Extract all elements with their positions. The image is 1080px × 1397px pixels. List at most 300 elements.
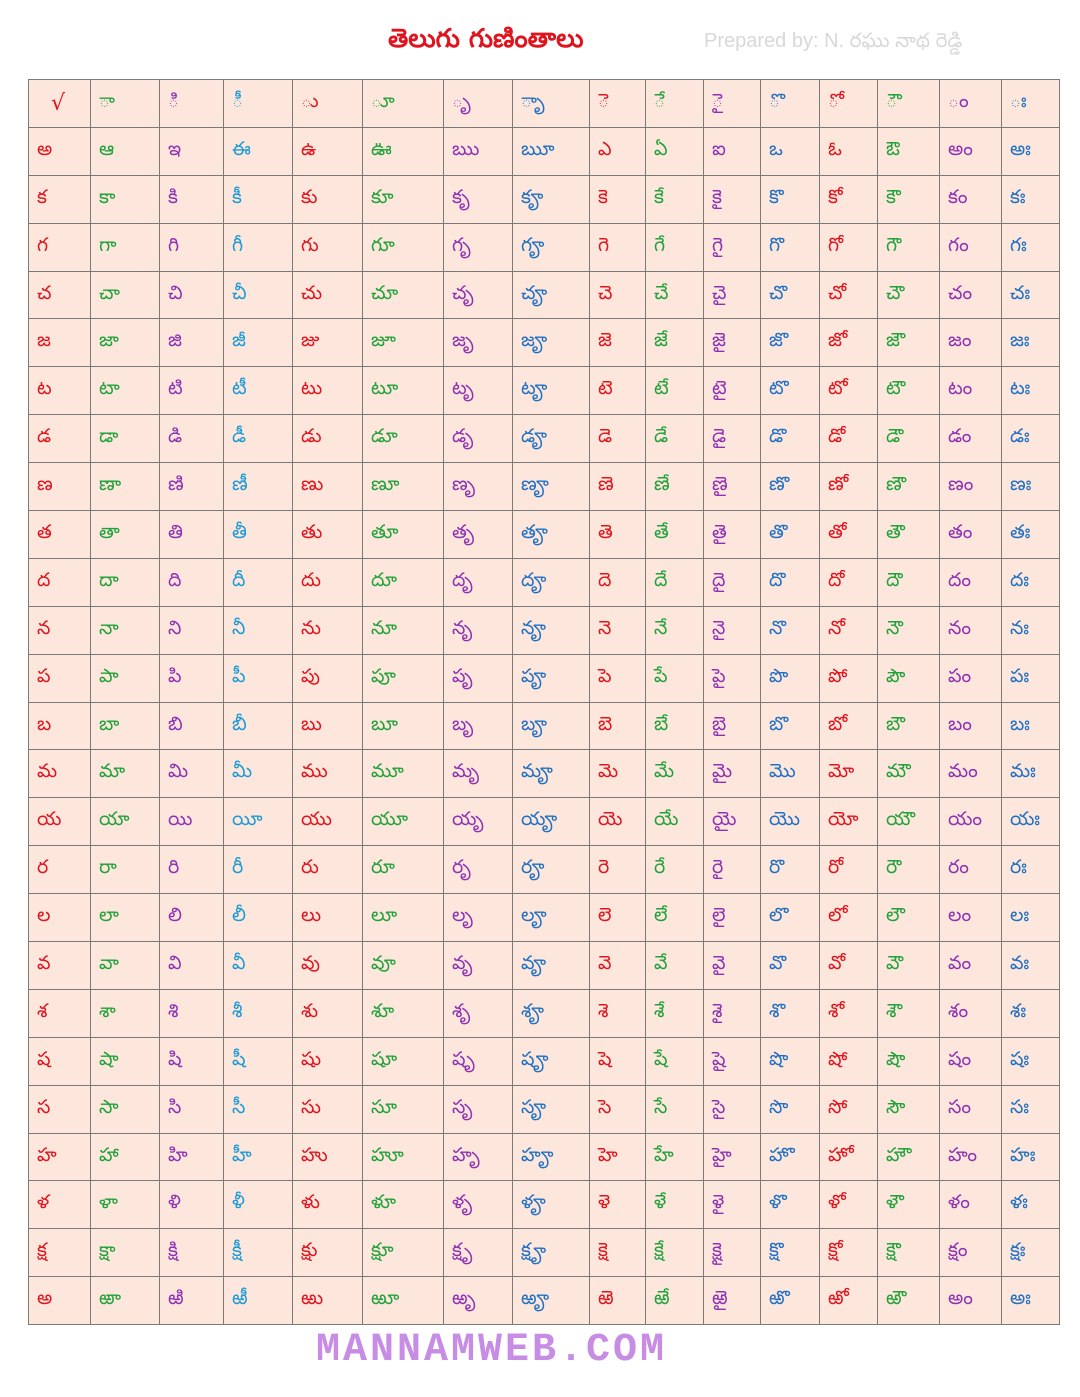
syllable-cell: నీ xyxy=(224,606,293,654)
syllable-cell: పః xyxy=(1002,654,1060,702)
syllable-cell: లం xyxy=(940,894,1002,942)
vowel-sign-cell: ూ xyxy=(363,80,444,128)
syllable-cell: పీ xyxy=(224,654,293,702)
syllable-cell: శై xyxy=(704,989,761,1037)
syllable-cell: గో xyxy=(820,223,878,271)
syllable-cell: జొ xyxy=(761,319,820,367)
syllable-cell: వై xyxy=(704,942,761,990)
syllable-cell: ళం xyxy=(940,1181,1002,1229)
syllable-cell: శే xyxy=(646,989,704,1037)
syllable-cell: దే xyxy=(646,558,704,606)
vowel-sign-cell: ౌ xyxy=(878,80,940,128)
syllable-cell: మం xyxy=(940,750,1002,798)
syllable-cell: డె xyxy=(590,415,646,463)
syllable-cell: తూ xyxy=(363,511,444,559)
syllable-cell: తః xyxy=(1002,511,1060,559)
table-row xyxy=(29,654,1060,702)
syllable-cell: ఉ xyxy=(293,127,363,175)
syllable-cell: కే xyxy=(646,175,704,223)
syllable-cell: నె xyxy=(590,606,646,654)
table-row xyxy=(29,1085,1060,1133)
syllable-cell: జి xyxy=(160,319,224,367)
syllable-cell: శ xyxy=(29,989,91,1037)
table-row xyxy=(29,415,1060,463)
syllable-cell: ళీ xyxy=(224,1181,293,1229)
syllable-cell: క్షా xyxy=(91,1229,160,1277)
syllable-cell: షూ xyxy=(363,1037,444,1085)
syllable-cell: ఱూ xyxy=(363,1277,444,1325)
syllable-cell: షౄ xyxy=(513,1037,590,1085)
syllable-cell: ణో xyxy=(820,463,878,511)
syllable-cell: డా xyxy=(91,415,160,463)
table-row xyxy=(29,175,1060,223)
table-row xyxy=(29,894,1060,942)
syllable-cell: క్షో xyxy=(820,1229,878,1277)
syllable-cell: ఱె xyxy=(590,1277,646,1325)
syllable-cell: టూ xyxy=(363,367,444,415)
syllable-cell: పై xyxy=(704,654,761,702)
syllable-cell: యౌ xyxy=(878,798,940,846)
syllable-cell: ణి xyxy=(160,463,224,511)
syllable-cell: పే xyxy=(646,654,704,702)
syllable-cell: హం xyxy=(940,1133,1002,1181)
syllable-cell: ణై xyxy=(704,463,761,511)
syllable-cell: ష xyxy=(29,1037,91,1085)
table-row xyxy=(29,702,1060,750)
syllable-cell: గే xyxy=(646,223,704,271)
syllable-cell: నో xyxy=(820,606,878,654)
table-row xyxy=(29,1037,1060,1085)
syllable-cell: షః xyxy=(1002,1037,1060,1085)
syllable-cell: డూ xyxy=(363,415,444,463)
syllable-cell: డౄ xyxy=(513,415,590,463)
syllable-cell: శె xyxy=(590,989,646,1037)
syllable-cell: దః xyxy=(1002,558,1060,606)
syllable-cell: బృ xyxy=(444,702,513,750)
syllable-cell: కై xyxy=(704,175,761,223)
syllable-cell: మా xyxy=(91,750,160,798)
syllable-cell: యి xyxy=(160,798,224,846)
syllable-cell: చి xyxy=(160,271,224,319)
syllable-cell: ళా xyxy=(91,1181,160,1229)
syllable-cell: మూ xyxy=(363,750,444,798)
vowel-sign-header-row xyxy=(29,80,1060,128)
vowel-sign-cell: ం xyxy=(940,80,1002,128)
syllable-cell: జృ xyxy=(444,319,513,367)
syllable-cell: యౄ xyxy=(513,798,590,846)
syllable-cell: మే xyxy=(646,750,704,798)
syllable-cell: ణృ xyxy=(444,463,513,511)
syllable-cell: ళూ xyxy=(363,1181,444,1229)
syllable-cell: శి xyxy=(160,989,224,1037)
syllable-cell: రొ xyxy=(761,846,820,894)
syllable-cell: వ xyxy=(29,942,91,990)
syllable-cell: మ xyxy=(29,750,91,798)
syllable-cell: అం xyxy=(940,127,1002,175)
syllable-cell: ఱో xyxy=(820,1277,878,1325)
syllable-cell: గు xyxy=(293,223,363,271)
syllable-cell: సౄ xyxy=(513,1085,590,1133)
syllable-cell: షౌ xyxy=(878,1037,940,1085)
syllable-cell: శౄ xyxy=(513,989,590,1037)
syllable-cell: క్షూ xyxy=(363,1229,444,1277)
syllable-cell: ఔ xyxy=(878,127,940,175)
syllable-cell: దై xyxy=(704,558,761,606)
syllable-cell: యూ xyxy=(363,798,444,846)
syllable-cell: వం xyxy=(940,942,1002,990)
syllable-cell: దొ xyxy=(761,558,820,606)
syllable-cell: లై xyxy=(704,894,761,942)
table-row xyxy=(29,127,1060,175)
table-row xyxy=(29,1277,1060,1325)
vowel-sign-cell: ీ xyxy=(224,80,293,128)
syllable-cell: టి xyxy=(160,367,224,415)
syllable-cell: ణొ xyxy=(761,463,820,511)
syllable-cell: క్షే xyxy=(646,1229,704,1277)
syllable-cell: బె xyxy=(590,702,646,750)
syllable-cell: తె xyxy=(590,511,646,559)
vowel-sign-cell: ృ xyxy=(444,80,513,128)
syllable-cell: డ xyxy=(29,415,91,463)
syllable-cell: రృ xyxy=(444,846,513,894)
syllable-cell: ర xyxy=(29,846,91,894)
syllable-cell: హె xyxy=(590,1133,646,1181)
syllable-cell: జై xyxy=(704,319,761,367)
syllable-cell: శో xyxy=(820,989,878,1037)
syllable-cell: ళొ xyxy=(761,1181,820,1229)
syllable-cell: టం xyxy=(940,367,1002,415)
syllable-cell: బే xyxy=(646,702,704,750)
syllable-cell: దు xyxy=(293,558,363,606)
syllable-cell: పొ xyxy=(761,654,820,702)
syllable-cell: మృ xyxy=(444,750,513,798)
syllable-cell: దా xyxy=(91,558,160,606)
syllable-cell: షే xyxy=(646,1037,704,1085)
syllable-cell: లో xyxy=(820,894,878,942)
syllable-cell: ళె xyxy=(590,1181,646,1229)
syllable-cell: రో xyxy=(820,846,878,894)
syllable-cell: తౌ xyxy=(878,511,940,559)
syllable-cell: చీ xyxy=(224,271,293,319)
syllable-cell: ణ xyxy=(29,463,91,511)
syllable-cell: కూ xyxy=(363,175,444,223)
syllable-cell: రౌ xyxy=(878,846,940,894)
syllable-cell: టె xyxy=(590,367,646,415)
syllable-cell: లూ xyxy=(363,894,444,942)
syllable-cell: టొ xyxy=(761,367,820,415)
syllable-cell: చూ xyxy=(363,271,444,319)
syllable-cell: ణీ xyxy=(224,463,293,511)
syllable-cell: లే xyxy=(646,894,704,942)
syllable-cell: క్షౄ xyxy=(513,1229,590,1277)
syllable-cell: గి xyxy=(160,223,224,271)
syllable-cell: వొ xyxy=(761,942,820,990)
table-row xyxy=(29,989,1060,1037)
syllable-cell: గీ xyxy=(224,223,293,271)
syllable-cell: జౌ xyxy=(878,319,940,367)
syllable-cell: ణె xyxy=(590,463,646,511)
syllable-cell: ద xyxy=(29,558,91,606)
syllable-cell: కౄ xyxy=(513,175,590,223)
syllable-cell: హౄ xyxy=(513,1133,590,1181)
syllable-cell: షీ xyxy=(224,1037,293,1085)
syllable-cell: ఆ xyxy=(91,127,160,175)
site-watermark: MANNAMWEB.COM xyxy=(316,1328,668,1373)
syllable-cell: తే xyxy=(646,511,704,559)
syllable-cell: శం xyxy=(940,989,1002,1037)
syllable-cell: సౌ xyxy=(878,1085,940,1133)
syllable-cell: డి xyxy=(160,415,224,463)
syllable-cell: నూ xyxy=(363,606,444,654)
table-row xyxy=(29,846,1060,894)
syllable-cell: కి xyxy=(160,175,224,223)
syllable-cell: హై xyxy=(704,1133,761,1181)
syllable-cell: ఱౄ xyxy=(513,1277,590,1325)
syllable-cell: ను xyxy=(293,606,363,654)
syllable-cell: రై xyxy=(704,846,761,894)
syllable-cell: డు xyxy=(293,415,363,463)
syllable-cell: అః xyxy=(1002,127,1060,175)
syllable-cell: నౌ xyxy=(878,606,940,654)
syllable-cell: లొ xyxy=(761,894,820,942)
syllable-cell: డం xyxy=(940,415,1002,463)
syllable-cell: ౠ xyxy=(513,127,590,175)
syllable-cell: రూ xyxy=(363,846,444,894)
syllable-cell: పె xyxy=(590,654,646,702)
table-row xyxy=(29,798,1060,846)
syllable-cell: ఱీ xyxy=(224,1277,293,1325)
syllable-cell: నై xyxy=(704,606,761,654)
syllable-cell: రె xyxy=(590,846,646,894)
syllable-cell: జం xyxy=(940,319,1002,367)
syllable-cell: స xyxy=(29,1085,91,1133)
syllable-cell: ఎ xyxy=(590,127,646,175)
syllable-cell: జె xyxy=(590,319,646,367)
syllable-cell: లః xyxy=(1002,894,1060,942)
syllable-cell: గా xyxy=(91,223,160,271)
syllable-cell: ళే xyxy=(646,1181,704,1229)
syllable-cell: క్షి xyxy=(160,1229,224,1277)
syllable-cell: క్షం xyxy=(940,1229,1002,1277)
syllable-cell: వా xyxy=(91,942,160,990)
syllable-cell: బః xyxy=(1002,702,1060,750)
syllable-cell: మః xyxy=(1002,750,1060,798)
syllable-cell: ణే xyxy=(646,463,704,511)
syllable-cell: జా xyxy=(91,319,160,367)
syllable-cell: గృ xyxy=(444,223,513,271)
syllable-cell: బం xyxy=(940,702,1002,750)
syllable-cell: క్షె xyxy=(590,1229,646,1277)
syllable-cell: రా xyxy=(91,846,160,894)
table-row xyxy=(29,750,1060,798)
table-row xyxy=(29,558,1060,606)
syllable-cell: లు xyxy=(293,894,363,942)
syllable-cell: వృ xyxy=(444,942,513,990)
syllable-cell: దౌ xyxy=(878,558,940,606)
syllable-cell: శా xyxy=(91,989,160,1037)
syllable-cell: ఒ xyxy=(761,127,820,175)
syllable-cell: బై xyxy=(704,702,761,750)
syllable-cell: యా xyxy=(91,798,160,846)
author-credit: Prepared by: N. రఘు నాథ రెడ్డి xyxy=(704,30,963,52)
syllable-cell: ణౌ xyxy=(878,463,940,511)
syllable-cell: జః xyxy=(1002,319,1060,367)
syllable-cell: ఱొ xyxy=(761,1277,820,1325)
vowel-sign-cell: ై xyxy=(704,80,761,128)
syllable-cell: నా xyxy=(91,606,160,654)
syllable-cell: చై xyxy=(704,271,761,319)
syllable-cell: ఱృ xyxy=(444,1277,513,1325)
syllable-cell: శృ xyxy=(444,989,513,1037)
syllable-cell: హ xyxy=(29,1133,91,1181)
syllable-cell: యె xyxy=(590,798,646,846)
syllable-cell: హః xyxy=(1002,1133,1060,1181)
table-row xyxy=(29,463,1060,511)
table-row xyxy=(29,367,1060,415)
syllable-cell: దో xyxy=(820,558,878,606)
syllable-cell: డే xyxy=(646,415,704,463)
syllable-cell: వీ xyxy=(224,942,293,990)
syllable-cell: తీ xyxy=(224,511,293,559)
syllable-cell: రు xyxy=(293,846,363,894)
syllable-cell: చః xyxy=(1002,271,1060,319)
syllable-cell: రః xyxy=(1002,846,1060,894)
syllable-cell: గొ xyxy=(761,223,820,271)
syllable-cell: ణు xyxy=(293,463,363,511)
syllable-cell: చౄ xyxy=(513,271,590,319)
syllable-cell: దృ xyxy=(444,558,513,606)
syllable-cell: ళౌ xyxy=(878,1181,940,1229)
syllable-cell: లె xyxy=(590,894,646,942)
syllable-cell: పూ xyxy=(363,654,444,702)
syllable-cell: సె xyxy=(590,1085,646,1133)
syllable-cell: వః xyxy=(1002,942,1060,990)
syllable-cell: పో xyxy=(820,654,878,702)
syllable-cell: నః xyxy=(1002,606,1060,654)
syllable-cell: టో xyxy=(820,367,878,415)
syllable-cell: ఱై xyxy=(704,1277,761,1325)
syllable-cell: టే xyxy=(646,367,704,415)
syllable-cell: సొ xyxy=(761,1085,820,1133)
syllable-cell: ఏ xyxy=(646,127,704,175)
syllable-cell: షి xyxy=(160,1037,224,1085)
syllable-cell: ణః xyxy=(1002,463,1060,511)
syllable-cell: హి xyxy=(160,1133,224,1181)
syllable-cell: డీ xyxy=(224,415,293,463)
table-row xyxy=(29,606,1060,654)
syllable-cell: ణా xyxy=(91,463,160,511)
vowel-sign-cell: √ xyxy=(29,80,91,128)
syllable-cell: సి xyxy=(160,1085,224,1133)
syllable-cell: వో xyxy=(820,942,878,990)
syllable-cell: సా xyxy=(91,1085,160,1133)
syllable-cell: ఱౌ xyxy=(878,1277,940,1325)
syllable-cell: ని xyxy=(160,606,224,654)
syllable-cell: వే xyxy=(646,942,704,990)
syllable-cell: పి xyxy=(160,654,224,702)
syllable-cell: బౄ xyxy=(513,702,590,750)
syllable-cell: తి xyxy=(160,511,224,559)
syllable-cell: తా xyxy=(91,511,160,559)
syllable-cell: బా xyxy=(91,702,160,750)
table-row xyxy=(29,1181,1060,1229)
syllable-cell: క్షౌ xyxy=(878,1229,940,1277)
syllable-cell: చం xyxy=(940,271,1002,319)
syllable-cell: దీ xyxy=(224,558,293,606)
syllable-cell: కీ xyxy=(224,175,293,223)
syllable-cell: మౌ xyxy=(878,750,940,798)
syllable-cell: ళో xyxy=(820,1181,878,1229)
syllable-cell: షో xyxy=(820,1037,878,1085)
syllable-cell: క xyxy=(29,175,91,223)
syllable-cell: లా xyxy=(91,894,160,942)
syllable-cell: చౌ xyxy=(878,271,940,319)
syllable-cell: యొ xyxy=(761,798,820,846)
syllable-cell: కు xyxy=(293,175,363,223)
syllable-cell: జౄ xyxy=(513,319,590,367)
syllable-cell: ఊ xyxy=(363,127,444,175)
syllable-cell: క్షై xyxy=(704,1229,761,1277)
syllable-cell: హొ xyxy=(761,1133,820,1181)
syllable-cell: రీ xyxy=(224,846,293,894)
syllable-cell: శః xyxy=(1002,989,1060,1037)
syllable-cell: వౄ xyxy=(513,942,590,990)
syllable-cell: చా xyxy=(91,271,160,319)
syllable-cell: హృ xyxy=(444,1133,513,1181)
syllable-cell: గె xyxy=(590,223,646,271)
syllable-cell: కం xyxy=(940,175,1002,223)
syllable-cell: వు xyxy=(293,942,363,990)
syllable-cell: తం xyxy=(940,511,1002,559)
syllable-cell: సః xyxy=(1002,1085,1060,1133)
syllable-cell: ళి xyxy=(160,1181,224,1229)
syllable-cell: హీ xyxy=(224,1133,293,1181)
syllable-cell: లౌ xyxy=(878,894,940,942)
syllable-cell: ళః xyxy=(1002,1181,1060,1229)
syllable-cell: తొ xyxy=(761,511,820,559)
syllable-cell: దె xyxy=(590,558,646,606)
syllable-cell: హు xyxy=(293,1133,363,1181)
page-title: తెలుగు గుణింతాలు xyxy=(388,24,584,54)
syllable-cell: గౌ xyxy=(878,223,940,271)
syllable-cell: షె xyxy=(590,1037,646,1085)
syllable-cell: ప xyxy=(29,654,91,702)
syllable-cell: వి xyxy=(160,942,224,990)
syllable-cell: శొ xyxy=(761,989,820,1037)
syllable-cell: జే xyxy=(646,319,704,367)
syllable-cell: ఈ xyxy=(224,127,293,175)
syllable-cell: రి xyxy=(160,846,224,894)
syllable-cell: తై xyxy=(704,511,761,559)
syllable-cell: సు xyxy=(293,1085,363,1133)
syllable-cell: ది xyxy=(160,558,224,606)
table-row xyxy=(29,271,1060,319)
syllable-cell: ళౄ xyxy=(513,1181,590,1229)
syllable-cell: చే xyxy=(646,271,704,319)
syllable-cell: క్షః xyxy=(1002,1229,1060,1277)
syllable-cell: డృ xyxy=(444,415,513,463)
syllable-cell: అం xyxy=(940,1277,1002,1325)
syllable-cell: టా xyxy=(91,367,160,415)
syllable-cell: టౌ xyxy=(878,367,940,415)
syllable-cell: య xyxy=(29,798,91,846)
syllable-cell: యు xyxy=(293,798,363,846)
syllable-cell: పా xyxy=(91,654,160,702)
syllable-cell: షొ xyxy=(761,1037,820,1085)
syllable-cell: దూ xyxy=(363,558,444,606)
syllable-cell: ల xyxy=(29,894,91,942)
syllable-cell: మొ xyxy=(761,750,820,798)
